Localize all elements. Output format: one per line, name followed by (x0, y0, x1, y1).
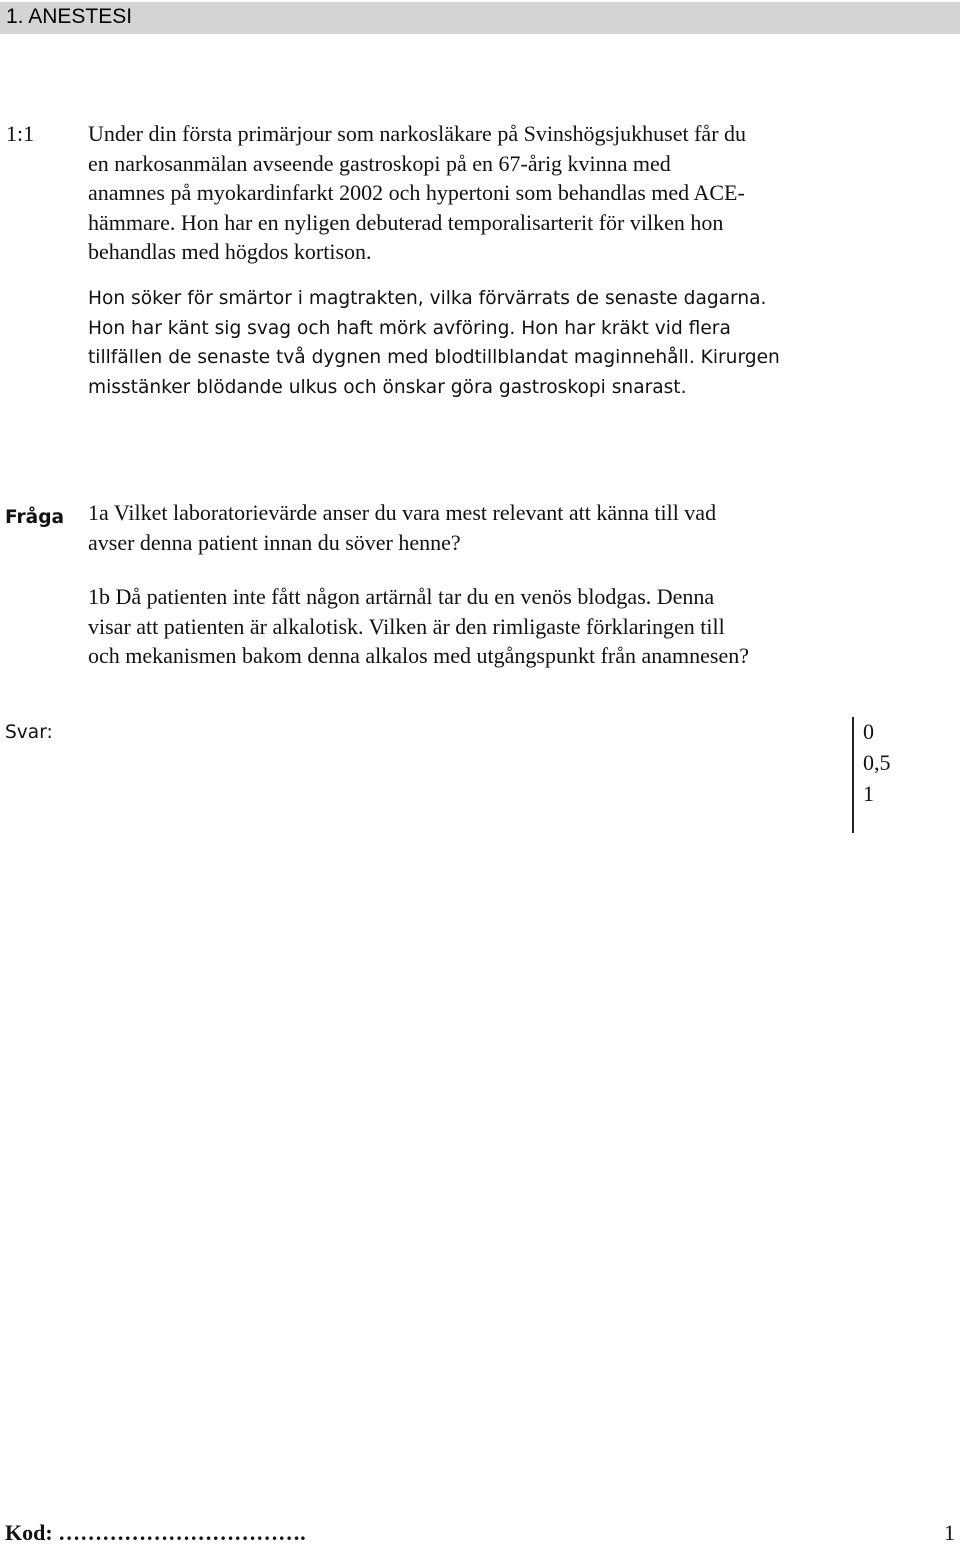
text-line: och mekanismen bakom denna alkalos med utgångspunkt från anamnesen? (88, 643, 750, 669)
score-value: 0 (863, 719, 874, 744)
score-options (863, 716, 891, 809)
text-line: misstänker blödande ulkus och önskar göra gastroskopi snarast. (88, 376, 687, 398)
question-label: Fråga (5, 507, 65, 528)
case-number: 1:1 (6, 121, 35, 146)
text-line: avser denna patient innan du söver henne? (88, 529, 461, 555)
code-field-label: Kod: ……………………………. (5, 1520, 306, 1545)
case-paragraph-history (88, 119, 746, 267)
text-line: visar att patienten är alkalotisk. Vilken är den rimligaste förklaringen till (88, 613, 725, 639)
score-value: 1 (863, 781, 874, 806)
text-line: 1a Vilket laboratorievärde anser du vara mest relevant att känna till vad (88, 500, 717, 525)
question-1b (88, 582, 749, 671)
score-divider (852, 717, 854, 833)
section-header-bar (0, 2, 960, 34)
text-line: Hon har känt sig svag och haft mörk avföring. Hon har kräkt vid flera (88, 317, 731, 339)
text-line: Under din första primärjour som narkosläkare på Svinshögsjukhuset får du (88, 121, 747, 146)
section-title: 1. ANESTESI (6, 5, 133, 28)
text-line: en narkosanmälan avseende gastroskopi på en 67-årig kvinna med (88, 150, 671, 176)
text-line: Hon söker för smärtor i magtrakten, vilka förvärrats de senaste dagarna. (88, 288, 767, 309)
text-line: hämmare. Hon har en nyligen debuterad temporalisarterit för vilken hon (88, 209, 724, 235)
score-value: 0,5 (863, 750, 891, 775)
text-line: anamnes på myokardinfarkt 2002 och hypertoni som behandlas med ACE- (88, 180, 745, 206)
text-line: 1b Då patienten inte fått någon artärnål tar du en venös blodgas. Denna (88, 584, 715, 609)
text-line: behandlas med högdos kortison. (88, 239, 372, 265)
question-1a (88, 498, 716, 557)
page-number: 1 (944, 1520, 955, 1545)
text-line: tillfällen de senaste två dygnen med blodtillblandat maginnehåll. Kirurgen (88, 347, 780, 369)
case-paragraph-symptoms (88, 284, 780, 402)
answer-label: Svar: (5, 722, 53, 743)
